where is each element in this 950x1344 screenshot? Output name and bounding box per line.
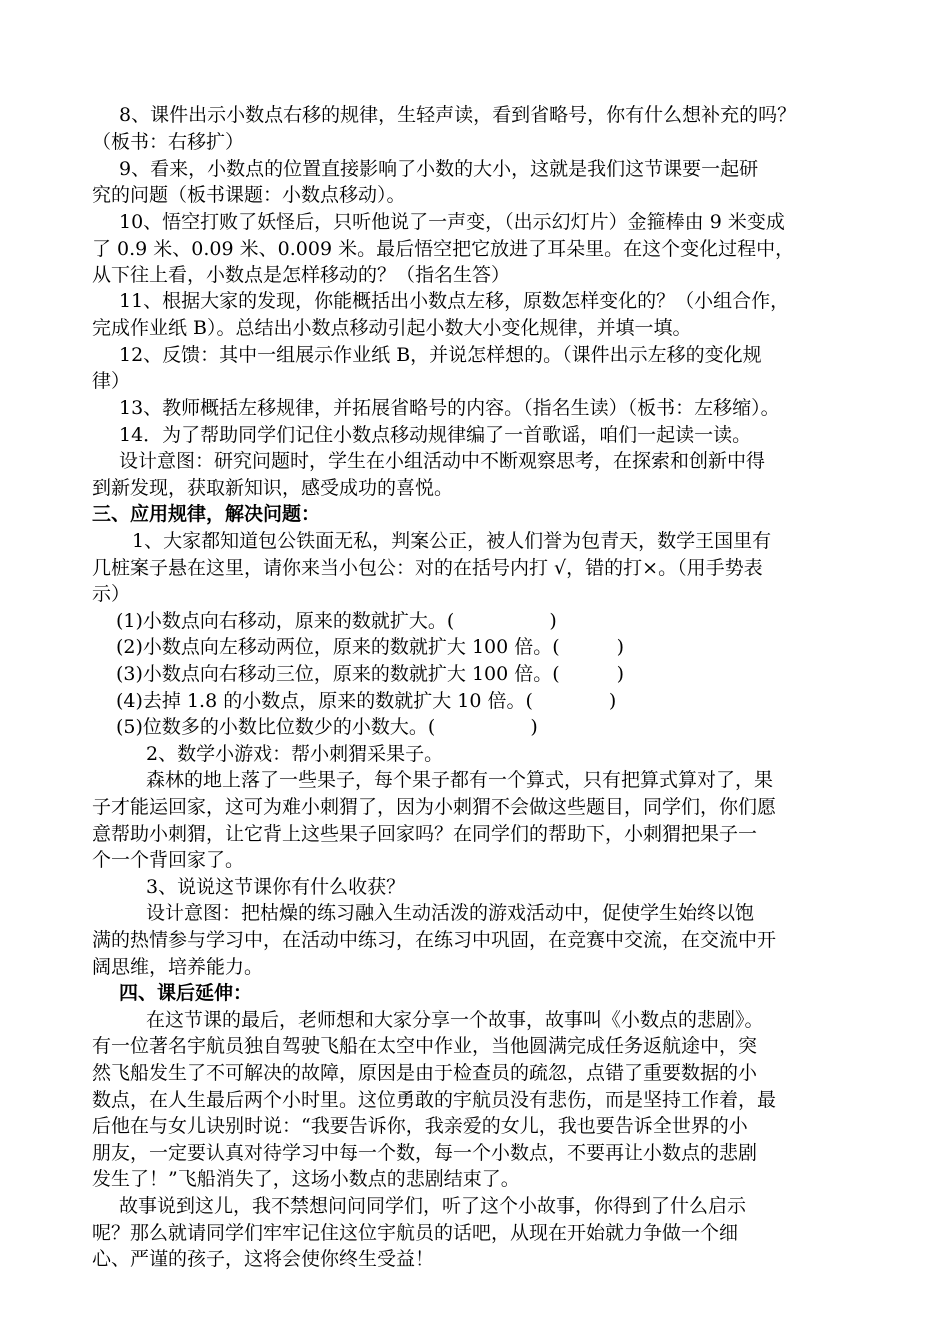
text-line: 从下往上看，小数点是怎样移动的？（指名生答） [92, 264, 511, 286]
text-line: 意帮助小刺猬，让它背上这些果子回家吗？在同学们的帮助下，小刺猬把果子一 [92, 823, 758, 845]
text-line: 满的热情参与学习中，在活动中练习，在练习中巩固，在竞赛中交流，在交流中开 [92, 929, 777, 951]
text-line: 到新发现，获取新知识，感受成功的喜悦。 [92, 477, 454, 499]
text-line: 发生了！”飞船消失了，这场小数点的悲剧结束了。 [92, 1168, 520, 1190]
text-line: 9、看来，小数点的位置直接影响了小数的大小，这就是我们这节课要一起研 [119, 158, 759, 180]
text-line: 12、反馈：其中一组展示作业纸 B，并说怎样想的。（课件出示左移的变化规 [119, 344, 762, 366]
text-line: 13、教师概括左移规律，并拓展省略号的内容。（指名生读）（板书：左移缩）。 [119, 397, 780, 419]
text-line: 呢？那么就请同学们牢牢记住这位宇航员的话吧，从现在开始就力争做一个细 [92, 1222, 739, 1244]
quiz-item: (1)小数点向右移动，原来的数就扩大。( ) [116, 610, 557, 632]
text-line: 8、课件出示小数点右移的规律，生轻声读，看到省略号，你有什么想补充的吗？ [119, 104, 797, 126]
text-line: 子才能运回家，这可为难小刺猬了，因为小刺猬不会做这些题目，同学们，你们愿 [92, 796, 777, 818]
section-heading: 三、应用规律，解决问题： [92, 503, 321, 525]
text-line: 设计意图：研究问题时，学生在小组活动中不断观察思考，在探索和创新中得 [119, 450, 766, 472]
text-line: 设计意图：把枯燥的练习融入生动活泼的游戏活动中，促使学生始终以饱 [146, 902, 755, 924]
text-line: （板书：右移扩） [92, 131, 245, 153]
quiz-item: (4)去掉 1.8 的小数点，原来的数就扩大 10 倍。( ) [116, 690, 617, 712]
text-line: 3、说说这节课你有什么收获？ [146, 876, 406, 898]
text-line: 示） [92, 583, 131, 605]
text-line: 了 0.9 米、0.09 米、0.009 米。最后悟空把它放进了耳朵里。在这个变化过程中， [92, 238, 795, 260]
text-line: 完成作业纸 B）。总结出小数点移动引起小数大小变化规律，并填一填。 [92, 317, 692, 339]
text-line: 森林的地上落了一些果子，每个果子都有一个算式，只有把算式算对了，果 [146, 769, 774, 791]
section-heading: 四、课后延伸： [119, 982, 253, 1004]
text-line: 在这节课的最后，老师想和大家分享一个故事，故事叫《小数点的悲剧》。 [146, 1009, 764, 1031]
text-line: 1、大家都知道包公铁面无私，判案公正，被人们誉为包青天，数学王国里有 [132, 530, 772, 552]
text-line: 数点，在人生最后两个小时里。这位勇敢的宇航员没有悲伤，而是坚持工作着，最 [92, 1089, 777, 1111]
text-line: 2、数学小游戏：帮小刺猬采果子。 [146, 743, 444, 765]
text-line: 10、悟空打败了妖怪后，只听他说了一声变，（出示幻灯片）金箍棒由 9 米变成 [119, 211, 785, 233]
quiz-item: (5)位数多的小数比位数少的小数大。( ) [116, 716, 538, 738]
quiz-item: (3)小数点向右移动三位，原来的数就扩大 100 倍。( ) [116, 663, 625, 685]
text-line: 然飞船发生了不可解决的故障，原因是由于检查员的疏忽，点错了重要数据的小 [92, 1062, 758, 1084]
text-line: 究的问题（板书课题：小数点移动）。 [92, 184, 406, 206]
text-line: 后他在与女儿诀别时说：“我要告诉你，我亲爱的女儿，我也要告诉全世界的小 [92, 1115, 748, 1137]
text-line: 朋友，一定要认真对待学习中每一个数，每一个小数点，不要再让小数点的悲剧 [92, 1142, 758, 1164]
text-line: 律） [92, 370, 131, 392]
text-line: 几桩案子悬在这里，请你来当小包公：对的在括号内打 √，错的打×。（用手势表 [92, 557, 763, 579]
quiz-item: (2)小数点向左移动两位，原来的数就扩大 100 倍。( ) [116, 636, 625, 658]
text-line: 11、根据大家的发现，你能概括出小数点左移，原数怎样变化的？（小组合作， [119, 290, 790, 312]
text-line: 心、严谨的孩子，这将会使你终生受益！ [92, 1248, 435, 1270]
text-line: 故事说到这儿，我不禁想问问同学们，听了这个小故事，你得到了什么启示 [119, 1195, 747, 1217]
text-line: 阔思维，培养能力。 [92, 956, 264, 978]
text-line: 14．为了帮助同学们记住小数点移动规律编了一首歌谣，咱们一起读一读。 [119, 424, 752, 446]
text-line: 个一个背回家了。 [92, 849, 245, 871]
text-line: 有一位著名宇航员独自驾驶飞船在太空中作业，当他圆满完成任务返航途中，突 [92, 1035, 758, 1057]
